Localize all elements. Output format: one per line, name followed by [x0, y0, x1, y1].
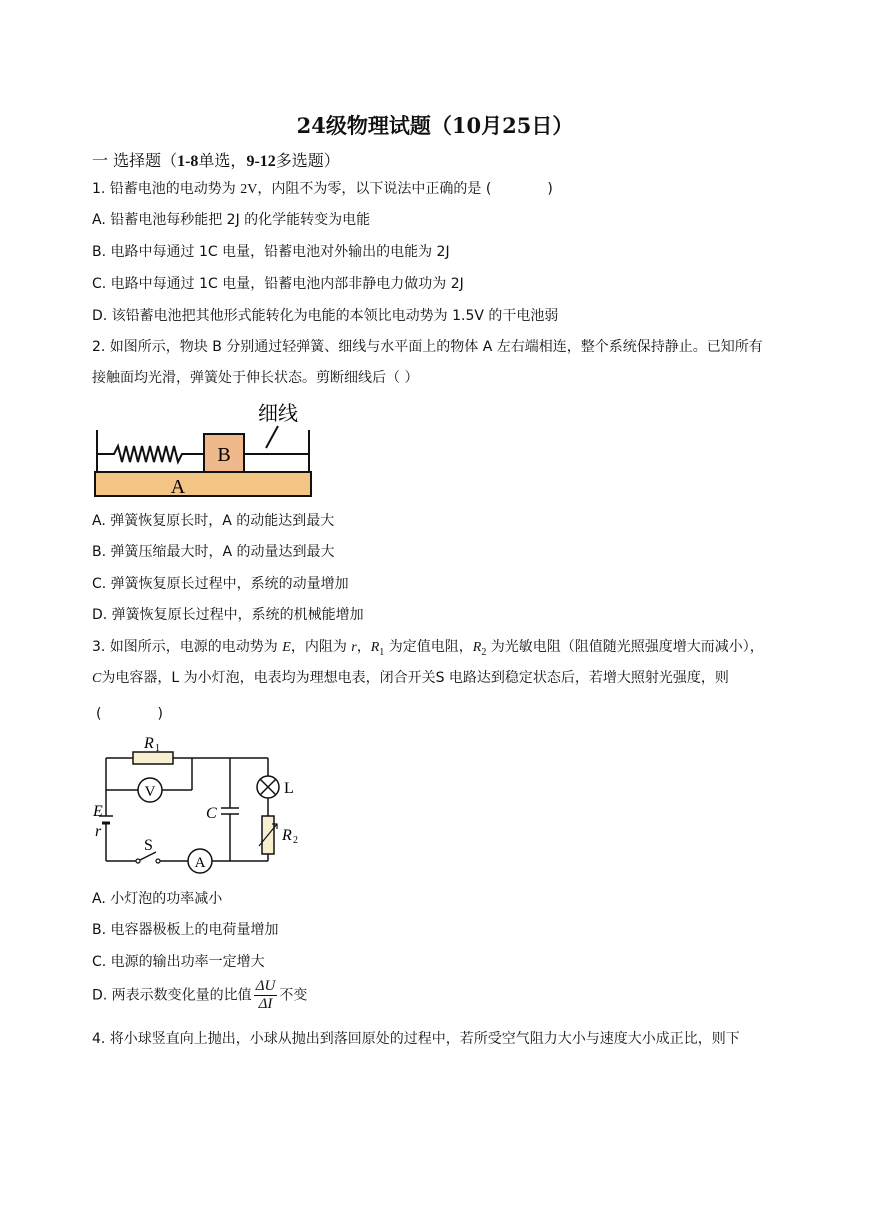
q1-emf: 2V: [240, 182, 258, 197]
ratio-fraction: [254, 978, 278, 1013]
block-a: [95, 472, 311, 496]
section-prefix: 一 选择题（: [92, 151, 178, 170]
q1-option-c: C. 电路中每通过 1C 电量，铅蓄电池内部非静电力做功为 2J: [92, 276, 464, 292]
q3-emf-symbol: E: [282, 640, 291, 655]
r2-label: R: [282, 827, 292, 844]
section-multi-label: 多选题）: [275, 151, 340, 170]
emf-label: E: [93, 803, 103, 820]
fraction-numerator: ΔU: [255, 978, 276, 994]
q3-stem-line3: [96, 704, 163, 724]
q2-stem-line1: 2. 如图所示，物块 B 分别通过轻弹簧、细线与水平面上的物体 A 左右端相连，整个系统保持静止。已知所有: [92, 339, 763, 355]
q3-stem-2: 为电容器，L 为小灯泡，电表均为理想电表，闭合开关S 电路达到稳定状态后，若增大照射光强度，则: [101, 670, 729, 686]
q3-r2-symbol: R: [472, 640, 482, 655]
q3-option-d-suffix: 不变: [279, 987, 308, 1004]
q3-r1-sub: 1: [379, 646, 385, 658]
q2-option-d: D. 弹簧恢复原长过程中，系统的机械能增加: [92, 607, 364, 623]
q3-stem-line2: [92, 668, 729, 689]
section-heading: [92, 148, 340, 171]
section-single-label: 单选，: [198, 151, 247, 170]
q2-option-a: A. 弹簧恢复原长时，A 的动能达到最大: [92, 513, 335, 529]
q3-stem-1c: ，: [356, 639, 371, 655]
q3-option-d-prefix: D. 两表示数变化量的比值: [92, 987, 252, 1004]
q3-r2-sub: 2: [481, 646, 487, 658]
voltmeter-label: V: [144, 784, 156, 800]
spring: [97, 446, 204, 462]
q1-option-d: D. 该铅蓄电池把其他形式能转化为电能的本领比电动势为 1.5V 的干电池弱: [92, 308, 559, 324]
q3-stem-line1: [92, 637, 764, 663]
q1-stem: [92, 179, 553, 200]
page-title: 24级物理试题（10月25日）: [296, 113, 574, 138]
q3-paren-close: ): [157, 706, 163, 722]
q1-stem-b: ，内阻不为零，以下说法中正确的是 (: [257, 181, 492, 197]
r1-label: R: [144, 735, 154, 752]
q3-r1-symbol: R: [370, 640, 380, 655]
block-b-label: B: [217, 444, 231, 466]
q3-option-c: C. 电源的输出功率一定增大: [92, 954, 265, 970]
q2-option-c: C. 弹簧恢复原长过程中，系统的动量增加: [92, 576, 349, 592]
q3-stem-1a: 3. 如图所示，电源的电动势为: [92, 639, 278, 655]
capacitor-label: C: [206, 805, 217, 822]
block-a-label: A: [170, 476, 186, 498]
q3-stem-1b: ，内阻为: [290, 639, 347, 655]
q2-option-b: B. 弹簧压缩最大时，A 的动量达到最大: [92, 544, 335, 560]
q3-stem-1d: 为定值电阻，: [388, 639, 473, 655]
r2-label-sub: 2: [293, 835, 298, 846]
q2-stem-line2: 接触面均光滑，弹簧处于伸长状态。剪断细线后（ ）: [92, 370, 419, 386]
q1-option-a: A. 铅蓄电池每秒能把 2J 的化学能转变为电能: [92, 212, 371, 228]
q1-option-b: B. 电路中每通过 1C 电量，铅蓄电池对外输出的电能为 2J: [92, 244, 450, 260]
q3-option-d: [92, 978, 307, 1013]
q3-paren-open: (: [96, 706, 102, 722]
q1-stem-a: 1. 铅蓄电池的电动势为: [92, 181, 236, 197]
section-single-range: 1-8: [177, 153, 199, 170]
q2-figure: [90, 398, 330, 502]
q3-stem-1e: 为光敏电阻（阻值随光照强度增大而减小），: [490, 639, 764, 655]
section-multi-range: 9-12: [246, 153, 276, 170]
q3-r-symbol: r: [351, 640, 357, 655]
q4-stem: 4. 将小球竖直向上抛出，小球从抛出到落回原处的过程中，若所受空气阻力大小与速度大小成正比，则下: [92, 1031, 740, 1047]
fraction-denominator: ΔI: [258, 996, 273, 1012]
r1-label-sub: 1: [155, 743, 160, 754]
resistor-r1: [133, 752, 173, 764]
thread-pointer: [266, 426, 278, 448]
lamp-label: L: [284, 780, 294, 797]
switch-label: S: [144, 837, 153, 854]
ammeter-label: A: [194, 855, 206, 871]
q3-c-symbol: C: [92, 671, 102, 686]
q3-option-b: B. 电容器极板上的电荷量增加: [92, 922, 279, 938]
q3-circuit-figure: [88, 728, 318, 878]
thread-label: 细线: [258, 401, 298, 425]
q1-stem-c: ): [547, 181, 553, 197]
q3-option-a: A. 小灯泡的功率减小: [92, 891, 223, 907]
internal-resistance-label: r: [95, 823, 102, 840]
